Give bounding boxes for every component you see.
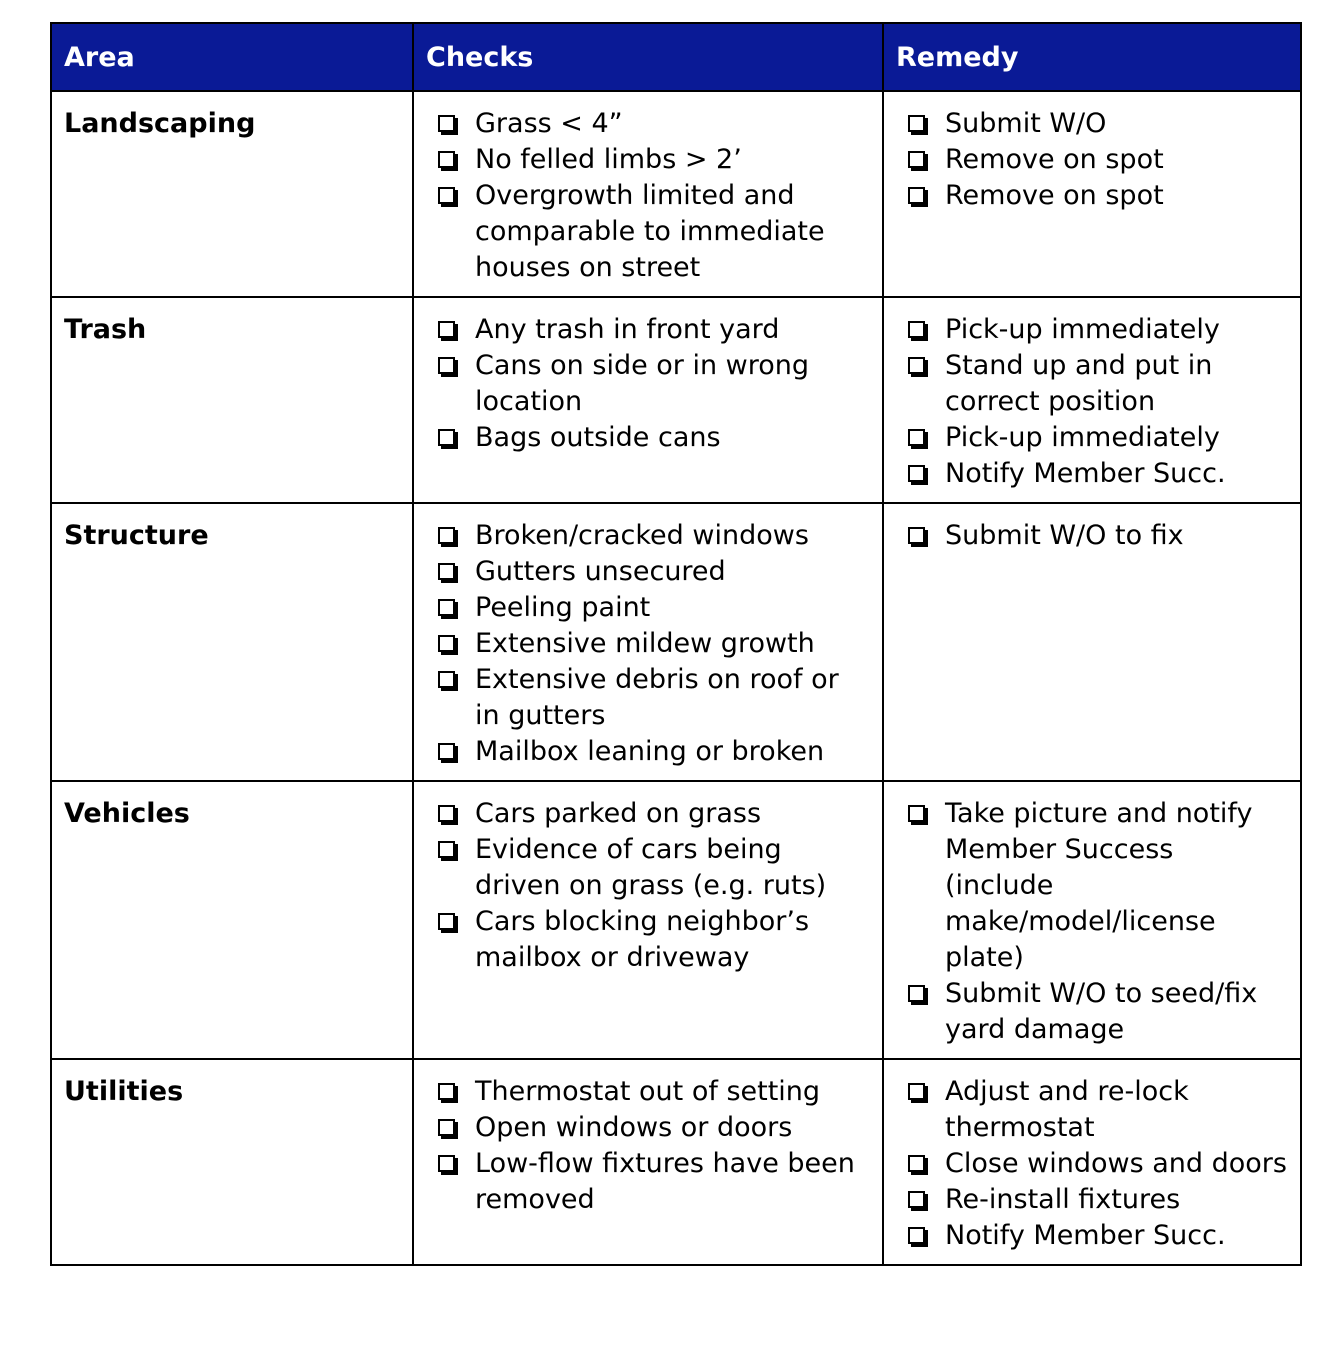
checkbox-icon — [908, 321, 925, 338]
table-row — [51, 297, 1301, 503]
check-item-text: Extensive mildew growth — [475, 628, 815, 659]
checkbox-icon — [438, 841, 455, 858]
remedy-item-text: Re-install fixtures — [945, 1184, 1181, 1215]
checkbox-icon — [438, 1155, 455, 1172]
check-item — [438, 554, 870, 590]
check-item-text: Broken/cracked windows — [475, 520, 809, 551]
remedy-cell — [883, 1059, 1301, 1265]
checkbox-icon — [908, 151, 925, 168]
remedy-item — [908, 1146, 1288, 1182]
check-item — [438, 904, 870, 976]
checkbox-icon — [908, 985, 925, 1002]
checks-cell — [413, 91, 883, 297]
check-item-text: Bags outside cans — [475, 422, 721, 453]
check-item — [438, 832, 870, 904]
check-item — [438, 106, 870, 142]
check-item-text: Grass < 4” — [475, 108, 623, 139]
checks-list — [438, 518, 870, 770]
checkbox-icon — [438, 321, 455, 338]
checks-cell — [413, 297, 883, 503]
check-item-text: Overgrowth limited and comparable to immediate houses on street — [475, 180, 825, 283]
remedy-list — [908, 1074, 1288, 1254]
checkbox-icon — [438, 913, 455, 930]
check-item — [438, 796, 870, 832]
remedy-item-text: Take picture and notify Member Success (include make/model/license plate) — [945, 798, 1253, 973]
checkbox-icon — [908, 1155, 925, 1172]
checkbox-icon — [438, 671, 455, 688]
remedy-item — [908, 312, 1288, 348]
area-cell: Utilities — [51, 1059, 413, 1265]
check-item — [438, 1074, 870, 1110]
checkbox-icon — [438, 357, 455, 374]
checks-list — [438, 106, 870, 286]
remedy-item — [908, 518, 1288, 554]
checks-cell — [413, 781, 883, 1059]
check-item — [438, 1110, 870, 1146]
header-remedy: Remedy — [883, 23, 1301, 91]
remedy-item — [908, 456, 1288, 492]
checkbox-icon — [908, 805, 925, 822]
check-item — [438, 312, 870, 348]
remedy-item-text: Adjust and re-lock thermostat — [945, 1076, 1189, 1143]
checkbox-icon — [908, 357, 925, 374]
remedy-item-text: Submit W/O to seed/fix yard damage — [945, 978, 1258, 1045]
remedy-item — [908, 420, 1288, 456]
check-item-text: Evidence of cars being driven on grass (e.g. ruts) — [475, 834, 827, 901]
checkbox-icon — [438, 563, 455, 580]
remedy-item — [908, 106, 1288, 142]
remedy-list — [908, 796, 1288, 1048]
checks-list — [438, 1074, 870, 1218]
check-item-text: Low-flow fixtures have been removed — [475, 1148, 855, 1215]
header-row — [51, 23, 1301, 91]
checkbox-icon — [438, 1119, 455, 1136]
checkbox-icon — [438, 187, 455, 204]
check-item-text: Any trash in front yard — [475, 314, 780, 345]
checkbox-icon — [908, 429, 925, 446]
check-item — [438, 590, 870, 626]
remedy-item-text: Submit W/O — [945, 108, 1107, 139]
inspection-checklist-table — [50, 22, 1302, 1266]
check-item — [438, 626, 870, 662]
table-row — [51, 91, 1301, 297]
checks-cell — [413, 1059, 883, 1265]
remedy-item — [908, 976, 1288, 1048]
check-item-text: No felled limbs > 2’ — [475, 144, 742, 175]
remedy-item-text: Stand up and put in correct position — [945, 350, 1213, 417]
check-item-text: Thermostat out of setting — [475, 1076, 821, 1107]
remedy-item-text: Submit W/O to fix — [945, 520, 1184, 551]
checkbox-icon — [908, 465, 925, 482]
checks-list — [438, 312, 870, 456]
area-cell: Trash — [51, 297, 413, 503]
remedy-item-text: Pick-up immediately — [945, 422, 1220, 453]
check-item — [438, 662, 870, 734]
checkbox-icon — [438, 805, 455, 822]
checkbox-icon — [908, 187, 925, 204]
remedy-item-text: Notify Member Succ. — [945, 458, 1226, 489]
check-item-text: Open windows or doors — [475, 1112, 793, 1143]
check-item-text: Mailbox leaning or broken — [475, 736, 825, 767]
remedy-item — [908, 1074, 1288, 1146]
remedy-item — [908, 348, 1288, 420]
checkbox-icon — [438, 599, 455, 616]
checkbox-icon — [908, 115, 925, 132]
remedy-list — [908, 106, 1288, 214]
checkbox-icon — [438, 527, 455, 544]
check-item — [438, 518, 870, 554]
check-item-text: Cars parked on grass — [475, 798, 762, 829]
checkbox-icon — [438, 115, 455, 132]
table-body — [51, 91, 1301, 1265]
remedy-item — [908, 178, 1288, 214]
check-item-text: Cans on side or in wrong location — [475, 350, 810, 417]
remedy-item — [908, 142, 1288, 178]
table-row — [51, 503, 1301, 781]
checkbox-icon — [908, 527, 925, 544]
table-row — [51, 1059, 1301, 1265]
check-item — [438, 178, 870, 286]
check-item-text: Extensive debris on roof or in gutters — [475, 664, 839, 731]
checks-list — [438, 796, 870, 976]
checkbox-icon — [438, 151, 455, 168]
remedy-item-text: Remove on spot — [945, 144, 1164, 175]
check-item — [438, 348, 870, 420]
remedy-cell — [883, 503, 1301, 781]
remedy-item-text: Pick-up immediately — [945, 314, 1220, 345]
checkbox-icon — [438, 743, 455, 760]
area-cell: Vehicles — [51, 781, 413, 1059]
header-checks: Checks — [413, 23, 883, 91]
checkbox-icon — [438, 635, 455, 652]
table-row — [51, 781, 1301, 1059]
table-header — [51, 23, 1301, 91]
checks-cell — [413, 503, 883, 781]
checkbox-icon — [908, 1191, 925, 1208]
remedy-cell — [883, 781, 1301, 1059]
checkbox-icon — [908, 1083, 925, 1100]
remedy-item-text: Notify Member Succ. — [945, 1220, 1226, 1251]
remedy-list — [908, 312, 1288, 492]
checkbox-icon — [438, 1083, 455, 1100]
check-item — [438, 142, 870, 178]
check-item — [438, 420, 870, 456]
check-item-text: Cars blocking neighbor’s mailbox or driveway — [475, 906, 810, 973]
area-cell: Landscaping — [51, 91, 413, 297]
checkbox-icon — [438, 429, 455, 446]
remedy-cell — [883, 91, 1301, 297]
remedy-item — [908, 796, 1288, 976]
remedy-item — [908, 1182, 1288, 1218]
check-item-text: Gutters unsecured — [475, 556, 726, 587]
check-item — [438, 1146, 870, 1218]
check-item-text: Peeling paint — [475, 592, 651, 623]
area-cell: Structure — [51, 503, 413, 781]
checkbox-icon — [908, 1227, 925, 1244]
check-item — [438, 734, 870, 770]
remedy-item — [908, 1218, 1288, 1254]
remedy-list — [908, 518, 1288, 554]
remedy-cell — [883, 297, 1301, 503]
remedy-item-text: Remove on spot — [945, 180, 1164, 211]
header-area: Area — [51, 23, 413, 91]
remedy-item-text: Close windows and doors — [945, 1148, 1287, 1179]
